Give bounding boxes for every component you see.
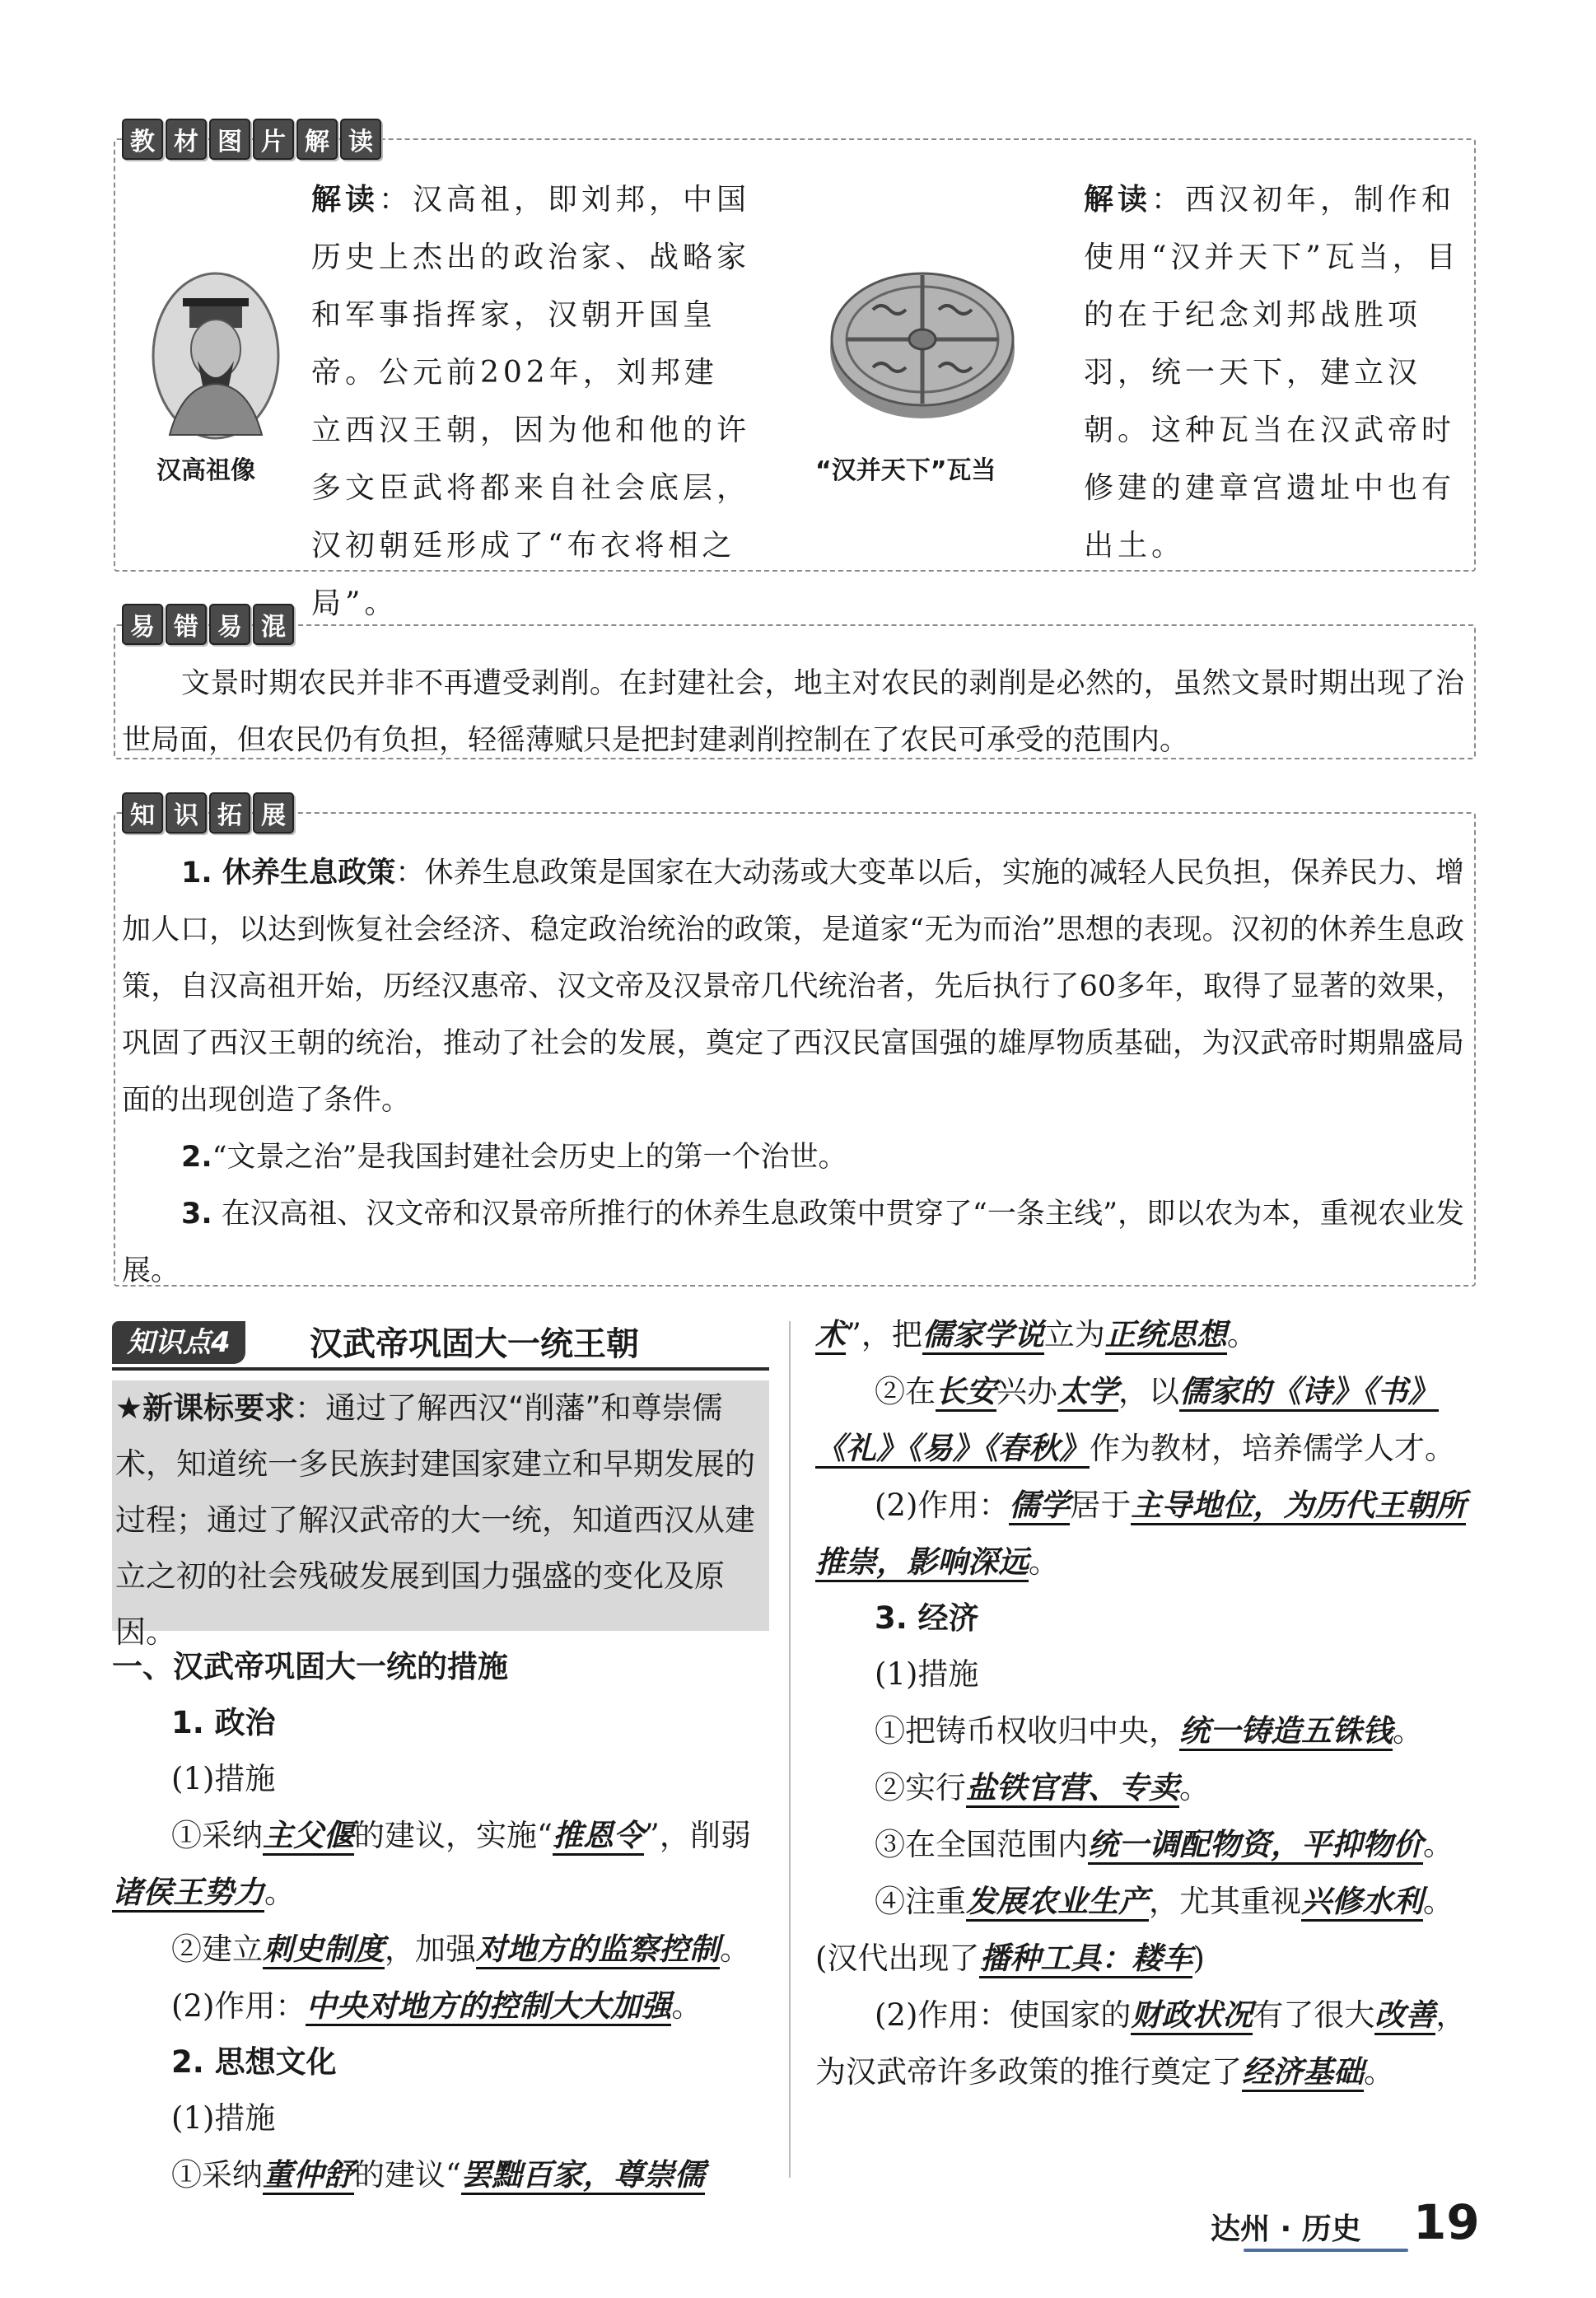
left-interpretation: 解读：汉高祖，即刘邦，中国历史上杰出的政治家、战略家和军事指挥家，汉朝开国皇帝。公元前202年，刘邦建立西汉王朝，因为他和他的许多文臣武将都来自社会底层，汉初朝廷形成了“布衣将相之局”。 — [311, 183, 751, 620]
politics-measure-2: ②建立刺史制度，加强对地方的监察控制。 — [112, 1921, 771, 1978]
column-divider — [789, 1321, 791, 2178]
economy-measure-4: ④注重发展农业生产，尤其重视兴修水利。(汉代出现了播种工具：耧车) — [815, 1873, 1474, 1987]
extend-text — [122, 845, 1464, 1300]
economy-heading: 3. 经济 — [875, 1600, 979, 1636]
right-column: 术”，把儒家学说立为正统思想。 ②在长安兴办太学，以儒家的《诗》《书》《礼》《易》《春秋》作为教材，培养儒学人才。 (2)作用：儒学居于主导地位，为历代王朝所推崇，影响深远。 3. 经济 (1)措施 ①把铸币权收归中央，统一铸造五铢钱。 ②实行盐铁官营、专卖。 ③在全国范围内统一调配物资，平抑物价。 ④注重发展农业生产，尤其重视兴修水利。(汉代出现了播种工具：耧车) (2)作用：使国家的财政状况有了很大改善，为汉武帝许多政策的推行奠定了经济基础。 — [815, 1306, 1474, 2100]
page-number: 19 — [1413, 2194, 1480, 2250]
politics-effect: (2)作用：中央对地方的控制大大加强。 — [112, 1978, 771, 2034]
right-caption: “汉并天下”瓦当 — [815, 456, 996, 485]
extend-item-1: 1. 休养生息政策：休养生息政策是国家在大动荡或大变革以后，实施的减轻人民负担，保养民力、增加人口，以达到恢复社会经济、稳定政治统治的政策，是道家“无为而治”思想的表现。汉初的休养生息政策，自汉高祖开始，历经汉惠帝、汉文帝及汉景帝几代统治者，先后执行了60多年，取得了显著的效果，巩固了西汉王朝的统治，推动了社会的发展，奠定了西汉民富国强的雄厚物质基础，为汉武帝时期鼎盛局面的出现创造了条件。 — [122, 857, 1464, 1117]
extend-section-tag: 知 识 拓 展 — [122, 792, 294, 834]
culture-effect: (2)作用：儒学居于主导地位，为历代王朝所推崇，影响深远。 — [815, 1477, 1474, 1590]
picture-section-tag: 教 材 图 片 解 读 — [122, 119, 381, 160]
economy-effect: (2)作用：使国家的财政状况有了很大改善，为汉武帝许多政策的推行奠定了经济基础。 — [815, 1987, 1474, 2100]
culture-measure-1a: ①采纳董仲舒的建议“罢黜百家，尊崇儒 — [112, 2146, 771, 2203]
knowledge-point-header — [112, 1321, 769, 1371]
right-label: 解读 — [1084, 183, 1152, 217]
curriculum-standard: ★新课标要求：通过了解西汉“削藩”和尊崇儒术，知道统一多民族封建国家建立和早期发展的过程；通过了解汉武帝的大一统，知道西汉从建立之初的社会残破发展到国力强盛的变化及原因。 — [112, 1380, 769, 1631]
economy-measure-1: ①把铸币权收归中央，统一铸造五铢钱。 — [815, 1702, 1474, 1759]
economy-measure-3: ③在全国范围内统一调配物资，平抑物价。 — [815, 1816, 1474, 1873]
culture-heading: 2. 思想文化 — [171, 2044, 337, 2080]
knowledge-point-title: 汉武帝巩固大一统王朝 — [310, 1325, 639, 1363]
culture-measure-1b: 术”，把儒家学说立为正统思想。 — [815, 1306, 1474, 1363]
knowledge-point-badge: 知识点4 — [112, 1321, 245, 1364]
economy-measure-2: ②实行盐铁官营、专卖。 — [815, 1759, 1474, 1816]
wadang-tile-image — [824, 260, 1021, 425]
confuse-text: 文景时期农民并非不再遭受剥削。在封建社会，地主对农民的剥削是必然的，虽然文景时期出现了治世局面，但农民仍有负担，轻徭薄赋只是把封建剥削控制在了农民可承受的范围内。 — [122, 667, 1464, 757]
confuse-section-tag: 易 错 易 混 — [122, 604, 294, 645]
footer-underline — [1244, 2249, 1408, 2252]
culture-measure-2: ②在长安兴办太学，以儒家的《诗》《书》《礼》《易》《春秋》作为教材，培养儒学人才。 — [815, 1363, 1474, 1477]
extend-item-3: 3. 在汉高祖、汉文帝和汉景帝所推行的休养生息政策中贯穿了“一条主线”，即以农为本，重视农业发展。 — [122, 1198, 1464, 1287]
politics-heading: 1. 政治 — [171, 1705, 276, 1740]
extend-item-2: 2.“文景之治”是我国封建社会历史上的第一个治世。 — [181, 1141, 847, 1174]
left-column: 一、汉武帝巩固大一统的措施 1. 政治 (1)措施 ①采纳主父偃的建议，实施“推恩令”，削弱诸侯王势力。 ②建立刺史制度，加强对地方的监察控制。 (2)作用：中央对地方的控制大大加强。 2. 思想文化 (1)措施 ①采纳董仲舒的建议“罢黜百家，尊崇儒 — [112, 1639, 771, 2203]
footer-region: 达州 · 历史 — [1211, 2212, 1361, 2246]
left-caption: 汉高祖像 — [156, 456, 255, 485]
right-interpretation: 解读：西汉初年，制作和使用“汉并天下”瓦当，目的在于纪念刘邦战胜项羽，统一天下，建立汉朝。这种瓦当在汉武帝时修建的建章宫遗址中也有出土。 — [1084, 183, 1460, 563]
politics-measure-1: ①采纳主父偃的建议，实施“推恩令”，削弱诸侯王势力。 — [112, 1807, 771, 1921]
han-gaozu-portrait — [150, 270, 282, 441]
footer — [1211, 2194, 1491, 2260]
measures-heading: 一、汉武帝巩固大一统的措施 — [112, 1649, 508, 1684]
left-label: 解读 — [311, 183, 380, 217]
